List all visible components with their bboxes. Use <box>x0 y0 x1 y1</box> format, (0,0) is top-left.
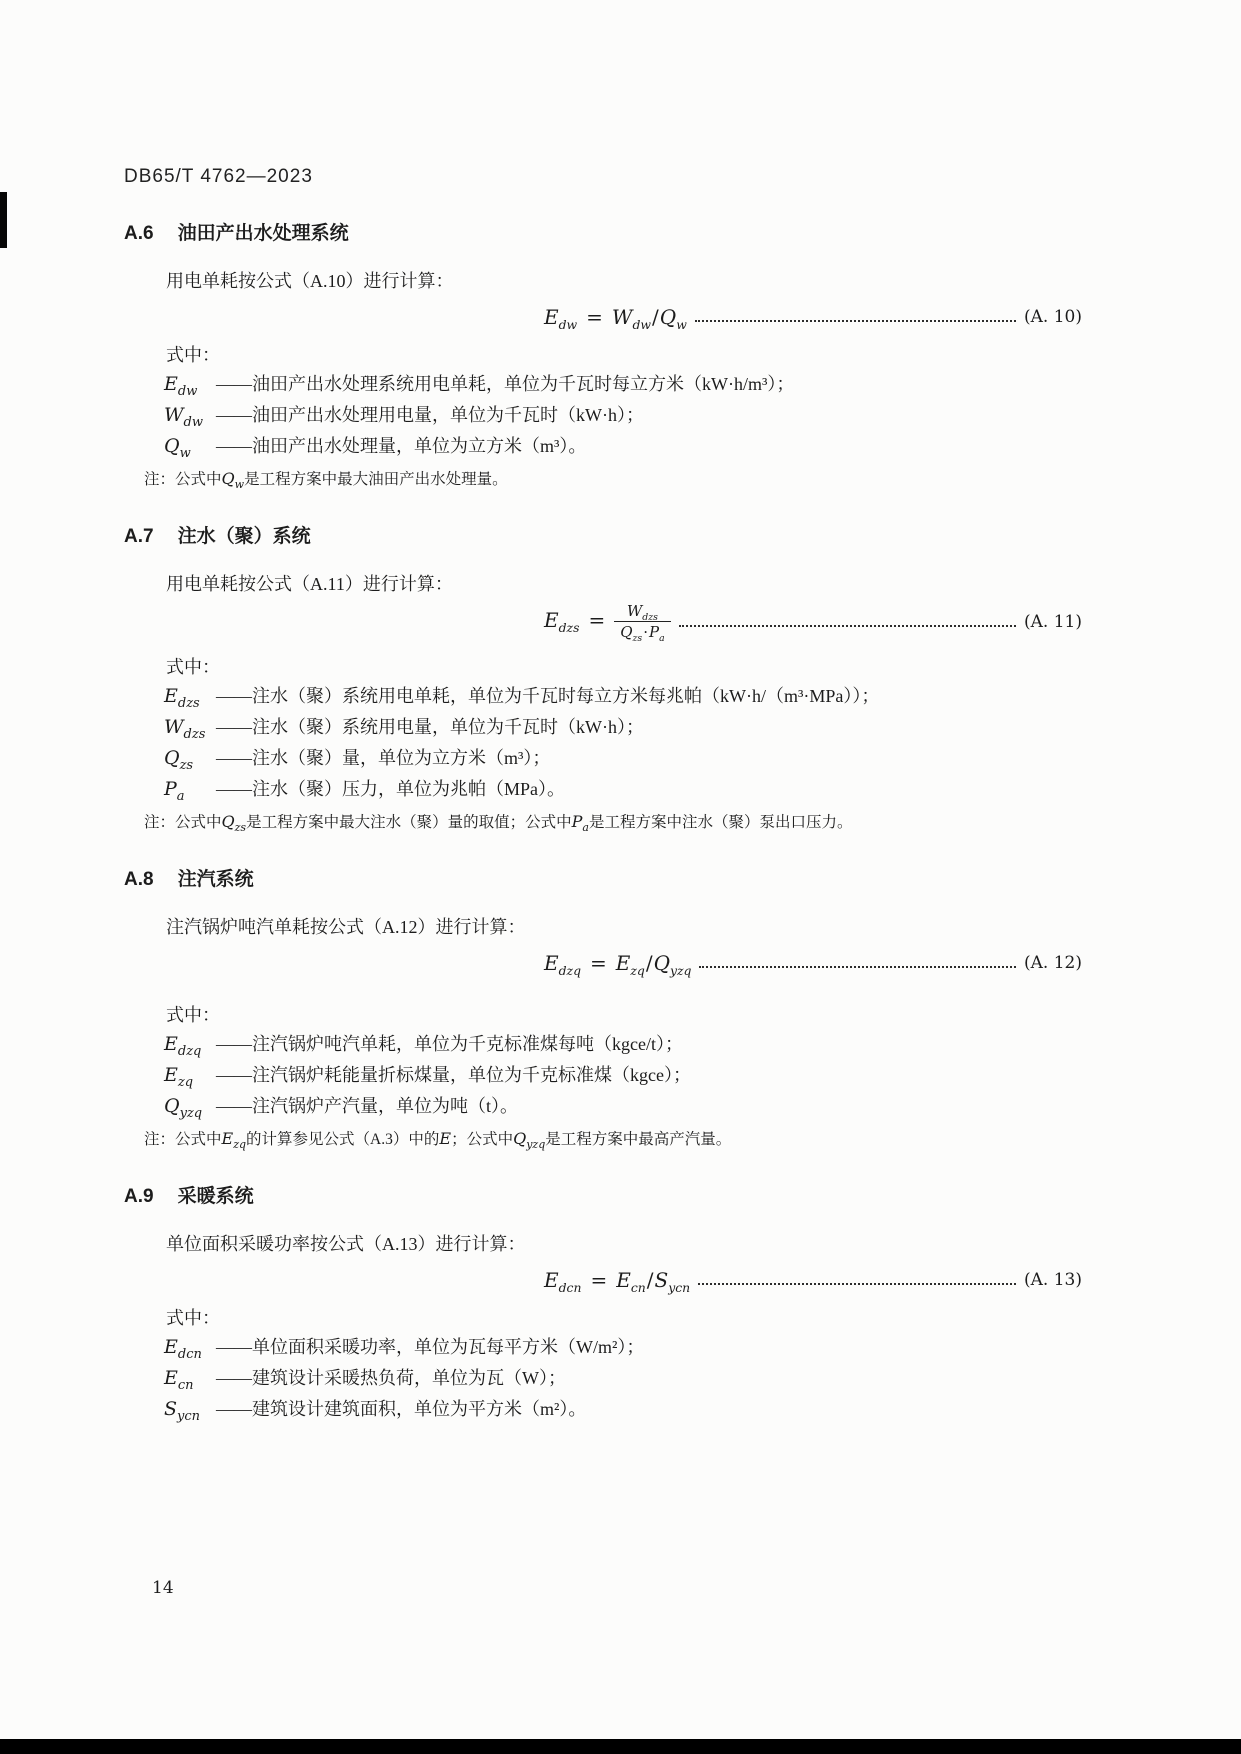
fraction-denominator <box>614 621 670 644</box>
variable-subscript: cn <box>630 1280 646 1295</box>
variable-subscript: yzq <box>179 1105 203 1121</box>
where-label: 式中： <box>166 1308 220 1328</box>
definition-row <box>164 1365 1082 1392</box>
note <box>144 468 1082 491</box>
variable-subscript: ycn <box>177 1408 201 1424</box>
variable: E <box>544 305 559 329</box>
definition-term <box>164 371 216 398</box>
variable: Q <box>164 435 180 457</box>
definition-text: ——注汽锅炉产汽量，单位为吨（t）。 <box>216 1096 518 1116</box>
note <box>144 811 1082 834</box>
note-text: 是工程方案中最高产汽量。 <box>545 1131 732 1148</box>
section-title: 注汽系统 <box>177 869 254 890</box>
dotted-leader <box>695 320 1016 322</box>
note <box>144 1128 1082 1151</box>
definition-row <box>164 1093 1082 1120</box>
note-text: 注：公式中 <box>144 814 222 831</box>
section-label: A.8 <box>124 869 154 890</box>
note-text: 注：公式中 <box>144 471 222 488</box>
formula-a12 <box>124 951 1082 978</box>
definition-term <box>164 1093 216 1120</box>
page-number: 14 <box>152 1578 174 1598</box>
variable: Q <box>164 1095 180 1117</box>
variable: Q <box>221 469 235 488</box>
definition-text: ——单位面积采暖功率，单位为瓦每平方米（W/m²）； <box>216 1337 645 1357</box>
variable-subscript: w <box>234 478 245 492</box>
page-content <box>124 166 1082 1423</box>
variable: Q <box>659 305 677 329</box>
section-label: A.9 <box>124 1186 154 1207</box>
variable-subscript: zq <box>233 1138 247 1152</box>
definition-row <box>164 776 1082 803</box>
section-a8 <box>124 864 1082 1151</box>
definition-text: ——注水（聚）量，单位为立方米（m³）； <box>216 748 551 768</box>
variable: W <box>611 305 633 329</box>
definition-text: ——油田产出水处理量，单位为立方米（m³）。 <box>216 436 587 456</box>
definition-term <box>164 745 216 772</box>
variable-subscript: dw <box>558 317 578 332</box>
variable: E <box>439 1129 452 1148</box>
variable-subscript: w <box>179 445 191 461</box>
definition-term <box>164 1334 216 1361</box>
multiplication-dot: · <box>643 623 648 641</box>
equals-sign: = <box>588 608 606 632</box>
definition-text: ——建筑设计采暖热负荷，单位为瓦（W）； <box>216 1368 566 1388</box>
variable-subscript: dcn <box>558 1280 582 1295</box>
variable: E <box>164 685 178 707</box>
variable-subscript: zs <box>234 821 247 835</box>
definition-row <box>164 1334 1082 1361</box>
definition-text: ——注汽锅炉吨汽单耗，单位为千克标准煤每吨（kgce/t）； <box>216 1034 683 1054</box>
variable-subscript: w <box>676 317 687 332</box>
formula-expression <box>544 1268 691 1295</box>
definition-text: ——注水（聚）系统用电量，单位为千瓦时（kW·h）； <box>216 717 644 737</box>
section-a7 <box>124 521 1082 834</box>
variable-subscript: dzs <box>558 620 580 635</box>
definition-term <box>164 1062 216 1089</box>
formula-a10 <box>124 305 1082 332</box>
equals-sign: = <box>586 305 603 329</box>
variable-subscript: a <box>176 788 185 804</box>
equals-sign: = <box>590 951 607 975</box>
definition-term <box>164 433 216 460</box>
variable: Q <box>164 747 180 769</box>
variable: E <box>544 1268 559 1292</box>
section-label: A.7 <box>124 526 154 547</box>
variable: E <box>221 1129 234 1148</box>
variable-subscript: dw <box>183 414 203 430</box>
definition-text: ——注水（聚）压力，单位为兆帕（MPa）。 <box>216 779 566 799</box>
note-text: 是工程方案中最大注水（聚）量的取值；公式中 <box>246 814 572 831</box>
fraction-numerator <box>614 602 670 621</box>
note-text: 注：公式中 <box>144 1131 222 1148</box>
division-sign: / <box>646 1268 654 1292</box>
note-text: 是工程方案中最大油田产出水处理量。 <box>244 471 508 488</box>
equals-sign: = <box>590 1268 608 1292</box>
formula-number: (A. 10) <box>1024 307 1082 327</box>
formula-expression <box>544 305 687 332</box>
variable: Q <box>221 812 235 831</box>
variable: W <box>626 602 643 620</box>
variable-subscript: yzq <box>526 1138 546 1152</box>
section-title: 采暖系统 <box>177 1186 254 1207</box>
variable: E <box>615 951 631 975</box>
definition-row <box>164 1031 1082 1058</box>
variable-subscript: a <box>659 633 665 644</box>
definition-row <box>164 371 1082 398</box>
variable: E <box>164 1064 178 1086</box>
variable: E <box>544 608 559 632</box>
definition-term <box>164 776 216 803</box>
definition-term <box>164 683 216 710</box>
definition-term <box>164 1365 216 1392</box>
scan-artifact-left-mark <box>0 192 7 248</box>
formula-number: (A. 13) <box>1024 1270 1082 1290</box>
section-title: 油田产出水处理系统 <box>177 223 349 244</box>
variable-subscript: ycn <box>668 1280 691 1295</box>
formula-expression <box>544 602 671 644</box>
variable: P <box>164 778 177 800</box>
definition-text: ——注汽锅炉耗能量折标煤量，单位为千克标准煤（kgce）； <box>216 1065 691 1085</box>
definition-row <box>164 1062 1082 1089</box>
note-text: 的计算参见公式（A.3）中的 <box>246 1131 440 1148</box>
section-heading <box>124 218 1082 245</box>
intro-text: 单位面积采暖功率按公式（A.13）进行计算： <box>166 1234 526 1254</box>
dotted-leader <box>698 1283 1016 1285</box>
variable: W <box>164 404 184 426</box>
definition-row <box>164 683 1082 710</box>
definition-term <box>164 1031 216 1058</box>
variable: W <box>164 716 184 738</box>
variable-subscript: cn <box>177 1377 194 1393</box>
variable-subscript: dw <box>177 383 198 399</box>
section-heading <box>124 1181 1082 1208</box>
definition-row <box>164 745 1082 772</box>
definition-row <box>164 1396 1082 1423</box>
definition-row <box>164 433 1082 460</box>
variable: P <box>648 623 660 641</box>
formula-a11 <box>124 602 1082 644</box>
definition-text: ——建筑设计建筑面积，单位为平方米（m²）。 <box>216 1399 587 1419</box>
note-text: 是工程方案中注水（聚）泵出口压力。 <box>588 814 853 831</box>
section-label: A.6 <box>124 223 154 244</box>
variable: S <box>164 1398 178 1420</box>
definition-text: ——注水（聚）系统用电单耗，单位为千瓦时每立方米每兆帕（kW·h/（m³·MPa））； <box>216 686 880 706</box>
variable-subscript: zs <box>632 633 643 644</box>
fraction <box>614 602 670 644</box>
variable-subscript: yzq <box>670 963 692 978</box>
where-label: 式中： <box>166 657 220 677</box>
variable: Q <box>620 623 633 641</box>
division-sign: / <box>645 951 653 975</box>
dotted-leader <box>699 966 1016 968</box>
variable-subscript: zq <box>630 963 645 978</box>
variable: Q <box>653 951 671 975</box>
where-label: 式中： <box>166 1005 220 1025</box>
intro-text: 用电单耗按公式（A.11）进行计算： <box>166 574 453 594</box>
variable: E <box>164 373 178 395</box>
variable-subscript: dzs <box>642 612 658 623</box>
variable-subscript: zs <box>179 757 194 773</box>
division-sign: / <box>652 305 659 329</box>
variable-subscript: a <box>582 821 589 835</box>
definition-row <box>164 714 1082 741</box>
definition-text: ——油田产出水处理用电量，单位为千瓦时（kW·h）； <box>216 405 644 425</box>
standard-number: DB65/T 4762—2023 <box>124 166 313 187</box>
variable: E <box>164 1367 178 1389</box>
variable-subscript: dzq <box>558 963 582 978</box>
variable: E <box>164 1336 178 1358</box>
variable: Q <box>513 1129 527 1148</box>
variable: P <box>571 812 583 831</box>
intro-text: 用电单耗按公式（A.10）进行计算： <box>166 271 454 291</box>
definition-row <box>164 402 1082 429</box>
variable-subscript: dcn <box>177 1346 202 1362</box>
section-title: 注水（聚）系统 <box>177 526 311 547</box>
variable: E <box>544 951 559 975</box>
where-label: 式中： <box>166 345 220 365</box>
variable-subscript: dzs <box>177 695 200 711</box>
section-heading <box>124 521 1082 548</box>
definition-term <box>164 1396 216 1423</box>
variable: E <box>164 1033 178 1055</box>
formula-number: (A. 12) <box>1024 953 1082 973</box>
formula-a13 <box>124 1268 1082 1295</box>
definition-term <box>164 714 216 741</box>
variable: E <box>616 1268 631 1292</box>
section-a9 <box>124 1181 1082 1423</box>
variable-subscript: dw <box>632 317 652 332</box>
dotted-leader <box>679 625 1016 627</box>
section-a6 <box>124 218 1082 491</box>
variable-subscript: zq <box>177 1074 194 1090</box>
formula-expression <box>544 951 692 978</box>
formula-number: (A. 11) <box>1024 611 1082 632</box>
definition-term <box>164 402 216 429</box>
scan-artifact-bottom-bar <box>0 1739 1241 1754</box>
definition-text: ——油田产出水处理系统用电单耗，单位为千瓦时每立方米（kW·h/m³）； <box>216 374 795 394</box>
intro-text: 注汽锅炉吨汽单耗按公式（A.12）进行计算： <box>166 917 526 937</box>
variable-subscript: dzq <box>177 1043 202 1059</box>
note-text: ；公式中 <box>451 1131 514 1148</box>
variable-subscript: dzs <box>183 726 206 742</box>
section-heading <box>124 864 1082 891</box>
variable: S <box>654 1268 669 1292</box>
